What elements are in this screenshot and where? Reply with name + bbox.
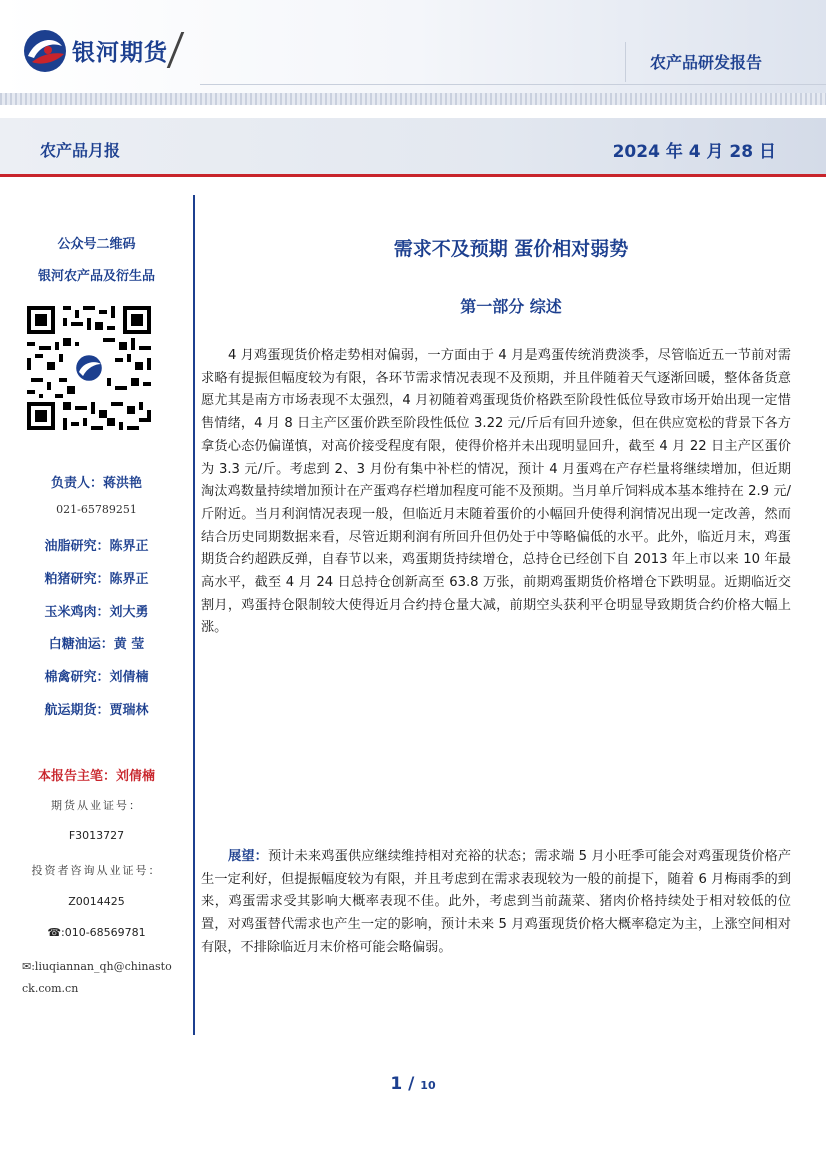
title-bar-red-rule [0,174,826,177]
document-title: 需求不及预期 蛋价相对弱势 [393,238,629,260]
outlook-text: 预计未来鸡蛋供应继续维持相对充裕的状态；需求端 5 月小旺季可能会对鸡蛋现货价格产生一定利好，但提振幅度较为有限，并且考虑到在需求表现较为一般的前提下，随着 6 月梅雨季的到来，鸡蛋需求受其影响大概率表现不佳。此外，考虑到当前蔬菜、猪肉价格持续处于相对较低的位置，对鸡蛋替代需求也产生一定的影响，预计未来 5 月鸡蛋现货价格大概率稳定为主，上涨空间相对有限，不排除临近月末价格可能会略偏弱。 [201,849,792,955]
qr-subtitle: 银河农产品及衍生品 [37,269,155,284]
report-date: 2024 年 4 月 28 日 [612,142,776,162]
total-pages: 10 [420,1079,436,1092]
galaxy-logo-icon [22,28,68,74]
report-category: 农产品月报 [40,141,121,160]
qr-title: 公众号二维码 [57,237,136,252]
consult-license-number: Z0014425 [68,895,125,908]
analyst-meal-hog: 粕猪研究：陈界正 [44,572,149,587]
header-divider [625,42,626,82]
summary-paragraph: 4 月鸡蛋现货价格走势相对偏弱，一方面由于 4 月是鸡蛋传统消费淡季，尽管临近五一节前对需求略有提振但幅度较为有限，各环节需求情况表现不及预期，并且伴随着天气逐渐回暖，整体备货意愿尤其是南方市场表现不太强烈，4 月初随着鸡蛋现货价格跌至阶段性低位导致市场开始出现一定惜售情绪，4 月 8 日主产区蛋价跌至阶段性低位 3.22 元/斤后有回升迹象，但在供应宽松的背景下各方拿货心态仍偏谨慎，对高价接受程度有限，使得价格并未出现明显回升，截至 4 月 22 日主产区蛋价为 3.3 元/斤。考虑到 2、3 月份有集中补栏的情况，预计 4 月蛋鸡在产存栏量将继续增加，但近期淘汰鸡数量持续增加预计在产蛋鸡存栏增加程度可能不及预期。当月单斤饲料成本基本维持在 2.9 元/斤附近。当月利润情况表现一般，但临近月末随着蛋价的小幅回升使得利润情况出现一定改善，然而结合历史同期数据来看，尽管近期利润有所回升但仍处于中等略偏低的水平。此外，临近月末，鸡蛋期货合约超跌反弹，自春节以来，鸡蛋期货持续增仓，总持仓已经创下自 2013 年上市以来 10 年最高水平，截至 4 月 24 日总持仓创新高至 63.8 万张，前期鸡蛋期货价格增仓下跌明显。近期临近交割月，鸡蛋持仓限制较大使得近月合约持仓量大减，前期空头获利平仓明显导致期货合约价格大幅上涨。 [201,348,791,636]
analyst-sugar: 白糖油运：黄 莹 [48,637,145,652]
analyst-oils: 油脂研究：陈界正 [44,539,149,554]
header-rule [200,84,826,85]
author-email[interactable]: ✉:liuqiannan_qh@chinastock.com.cn [22,960,172,995]
logo-text: 银河期货 [72,40,168,66]
license-label: 期货从业证号： [51,799,142,812]
outlook-paragraph [201,846,791,960]
page-slash: / [408,1074,415,1094]
outlook-lead: 展望： [228,849,268,864]
column-divider [193,195,195,1035]
analyst-cotton-poultry: 棉禽研究：刘倩楠 [44,670,149,685]
head-phone: 021-65789251 [56,503,137,516]
analyst-shipping: 航运期货：贾瑞林 [44,703,149,718]
main-author: 本报告主笔：刘倩楠 [37,769,155,784]
header-stripes [0,93,826,105]
license-number: F3013727 [68,829,125,842]
consult-license-label: 投资者咨询从业证号： [31,864,162,877]
report-type: 农产品研发报告 [649,53,762,72]
analyst-corn-chicken: 玉米鸡肉：刘大勇 [44,605,149,620]
qr-code-icon [23,302,155,434]
section-title: 第一部分 综述 [460,297,562,316]
head-contact: 负责人：蒋洪艳 [50,476,142,491]
author-phone: ☎:010-68569781 [47,926,146,939]
current-page: 1 [390,1074,403,1094]
page-number [0,1074,826,1094]
